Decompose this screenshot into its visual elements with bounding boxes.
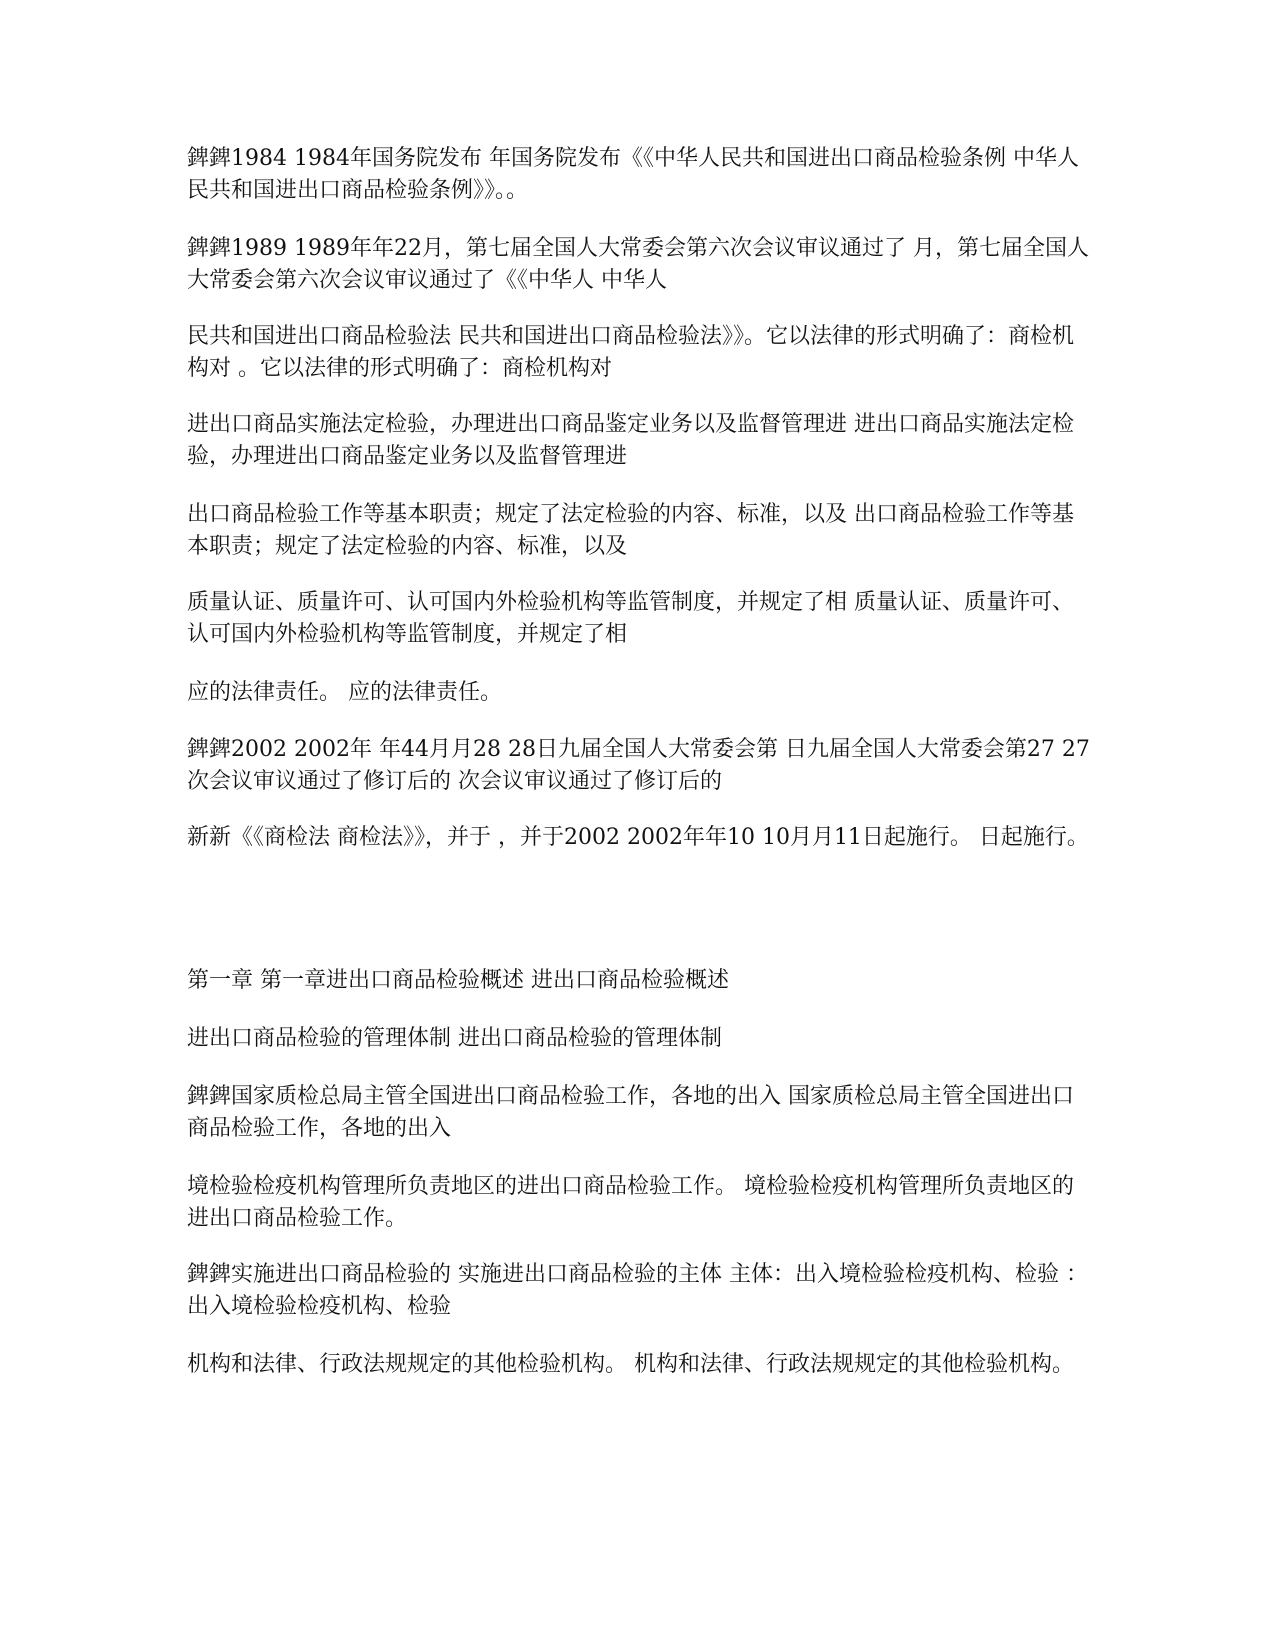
chapter-heading: 第一章 第一章进出口商品检验概述 进出口商品检验概述 (187, 968, 729, 993)
paragraph-inspection-subjects: 錍錍实施进出口商品检验的 实施进出口商品检验的主体 主体：出入境检验检疫机构、检验 ：出入境检验检疫机构、检验 (187, 1262, 1088, 1319)
paragraph-2002-revision: 錍錍2002 2002年 年44月月28 28日九届全国人大常委会第 日九届全国人大常委会第27 27次会议审议通过了修订后的 次会议审议通过了修订后的 (187, 737, 1090, 794)
paragraph-1989-law: 錍錍1989 1989年年22月，第七届全国人大常委会第六次会议审议通过了 月，第七届全国人大常委会第六次会议审议通过了《《中华人 中华人 (187, 236, 1089, 293)
paragraph-basic-duties: 出口商品检验工作等基本职责；规定了法定检验的内容、标准，以及 出口商品检验工作等基本职责；规定了法定检验的内容、标准，以及 (187, 502, 1074, 559)
paragraph-effective-date: 新新《《商检法 商检法》》，并于 ，并于2002 2002年年10 10月月11日起施行。 日起施行。 (187, 825, 1089, 850)
paragraph-inspection-duties: 进出口商品实施法定检验，办理进出口商品鉴定业务以及监督管理进 进出口商品实施法定检验，办理进出口商品鉴定业务以及监督管理进 (187, 412, 1074, 469)
paragraph-local-bureaus: 境检验检疫机构管理所负责地区的进出口商品检验工作。 境检验检疫机构管理所负责地区的进出口商品检验工作。 (187, 1174, 1074, 1231)
paragraph-other-institutions: 机构和法律、行政法规规定的其他检验机构。 机构和法律、行政法规规定的其他检验机构。 (187, 1352, 1074, 1377)
paragraph-quality-certification: 质量认证、质量许可、认可国内外检验机构等监管制度，并规定了相 质量认证、质量许可、认可国内外检验机构等监管制度，并规定了相 (187, 590, 1074, 647)
paragraph-aqsiq-responsibility: 錍錍国家质检总局主管全国进出口商品检验工作，各地的出入 国家质检总局主管全国进出口商品检验工作，各地的出入 (187, 1084, 1074, 1141)
paragraph-1984-regulation: 錍錍1984 1984年国务院发布 年国务院发布《《中华人民共和国进出口商品检验条例 中华人民共和国进出口商品检验条例》》。。 (187, 146, 1079, 203)
paragraph-law-content: 民共和国进出口商品检验法 民共和国进出口商品检验法》》。它以法律的形式明确了：商检机构对 。它以法律的形式明确了：商检机构对 (187, 324, 1074, 381)
paragraph-legal-liability: 应的法律责任。 应的法律责任。 (187, 680, 502, 705)
section-heading-management-system: 进出口商品检验的管理体制 进出口商品检验的管理体制 (187, 1026, 722, 1051)
